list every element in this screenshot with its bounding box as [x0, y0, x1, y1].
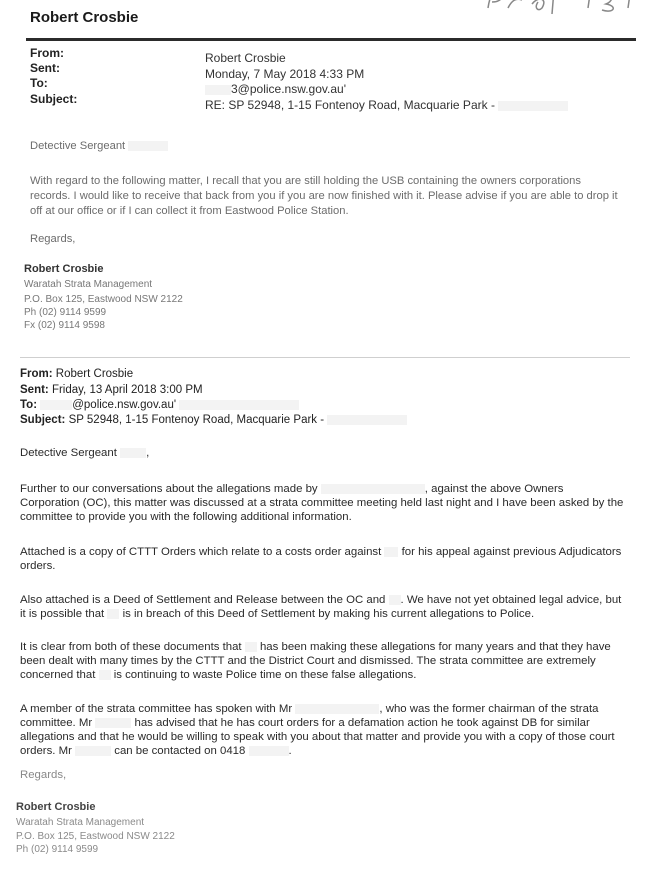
redaction	[327, 415, 407, 425]
sent-line	[20, 384, 203, 396]
from-value: Robert Crosbie	[205, 51, 286, 65]
sent-label: Sent:	[20, 384, 49, 396]
to-label: To:	[20, 399, 38, 411]
text: can be contacted on 0418	[114, 745, 246, 757]
redaction	[99, 670, 111, 680]
regards: Regards,	[20, 769, 67, 781]
redaction	[107, 609, 119, 619]
text: . We have not yet obtained legal advice, but it is possible that	[20, 594, 622, 620]
text: Further to our conversations about the allegations made by	[20, 483, 318, 495]
signature-fax: Fx (02) 9114 9598	[24, 320, 105, 331]
text: has been making these allegations for many years and that they have been dealt with many times by the CTTT and the District Court and dismissed. The strata committee are extremely concerned that	[20, 641, 611, 681]
to-value	[205, 82, 346, 96]
from-label: From:	[20, 368, 53, 380]
signature-address: P.O. Box 125, Eastwood NSW 2122	[24, 294, 183, 305]
redaction	[95, 718, 131, 728]
signature-phone: Ph (02) 9114 9599	[24, 307, 107, 318]
paragraph-4	[20, 640, 625, 682]
redaction	[128, 141, 168, 151]
subject-label: Subject:	[30, 92, 78, 106]
paragraph-3	[20, 593, 625, 621]
subject-value	[205, 98, 568, 112]
text: Attached is a copy of CTTT Orders which relate to a costs order against	[20, 546, 382, 558]
title-rule	[26, 38, 636, 41]
to-value: @police.nsw.gov.au'	[72, 399, 177, 411]
from-line	[20, 368, 133, 380]
redaction	[205, 85, 231, 95]
redaction	[295, 704, 379, 714]
signature-company: Waratah Strata Management	[24, 279, 153, 290]
text: has advised that he has court orders for a defamation action he took against DB for similar allegations and that he would be willing to speak with you about that matter and provide you with a copy of those court orders. Mr	[20, 717, 615, 757]
regards: Regards,	[30, 233, 76, 245]
text: , who was the former chairman of the strata committee. Mr	[20, 703, 599, 729]
redaction	[384, 547, 398, 557]
document-title: Robert Crosbie	[30, 9, 139, 26]
text: is continuing to waste Police time on these false allegations.	[113, 669, 417, 681]
redaction	[389, 595, 401, 605]
subject-text: RE: SP 52948, 1-15 Fontenoy Road, Macquarie Park -	[205, 98, 495, 112]
redaction	[321, 484, 425, 494]
greeting-text: Detective Sergeant	[30, 140, 126, 152]
handwritten-annotation	[478, 0, 648, 16]
redaction	[40, 400, 72, 410]
from-label: From:	[30, 46, 64, 60]
paragraph-5	[20, 702, 625, 758]
to-line	[20, 399, 299, 411]
signature-name: Robert Crosbie	[24, 263, 104, 275]
subject-line	[20, 414, 407, 426]
text: , against the above Owners Corporation (OC), this matter was discussed at a strata committee meeting held last night and I have been asked by the committee to provide you with the following additional information.	[20, 483, 624, 523]
signature-company: Waratah Strata Management	[16, 817, 145, 828]
redaction	[249, 746, 289, 756]
greeting-comma: ,	[146, 447, 150, 459]
greeting	[20, 446, 625, 460]
sent-label: Sent:	[30, 61, 60, 75]
from-value: Robert Crosbie	[55, 368, 134, 380]
to-email-text: 3@police.nsw.gov.au'	[231, 82, 346, 96]
text: Also attached is a Deed of Settlement and Release between the OC and	[20, 594, 386, 606]
greeting-text: Detective Sergeant	[20, 447, 117, 459]
text: for his appeal against previous Adjudicators orders.	[20, 546, 622, 572]
sent-value: Monday, 7 May 2018 4:33 PM	[205, 67, 365, 81]
redaction	[498, 101, 568, 111]
text: It is clear from both of these documents that	[20, 641, 242, 653]
subject-label: Subject:	[20, 414, 66, 426]
text: A member of the strata committee has spoken with Mr	[20, 703, 293, 715]
paragraph-2	[20, 545, 625, 573]
paragraph-1	[20, 482, 625, 524]
signature-phone: Ph (02) 9114 9599	[16, 844, 99, 855]
text: is in breach of this Deed of Settlement by making his current allegations to Police.	[122, 608, 535, 620]
redaction	[179, 400, 299, 410]
sent-value: Friday, 13 April 2018 3:00 PM	[51, 384, 203, 396]
text: .	[288, 745, 292, 757]
redaction	[75, 746, 111, 756]
body-paragraph: With regard to the following matter, I recall that you are still holding the USB containing the owners corporations records. I would like to receive that back from you if you are now finished with it. Please advise if you are able to drop it off at our office or if I can collect it from Eastwood Police Station.	[30, 175, 618, 217]
subject-value: SP 52948, 1-15 Fontenoy Road, Macquarie Park -	[68, 414, 325, 426]
signature-name: Robert Crosbie	[16, 801, 96, 813]
redaction	[120, 448, 146, 458]
signature-address: P.O. Box 125, Eastwood NSW 2122	[16, 831, 175, 842]
redaction	[245, 642, 257, 652]
message-separator	[20, 357, 630, 358]
greeting	[30, 139, 620, 154]
to-label: To:	[30, 76, 48, 90]
